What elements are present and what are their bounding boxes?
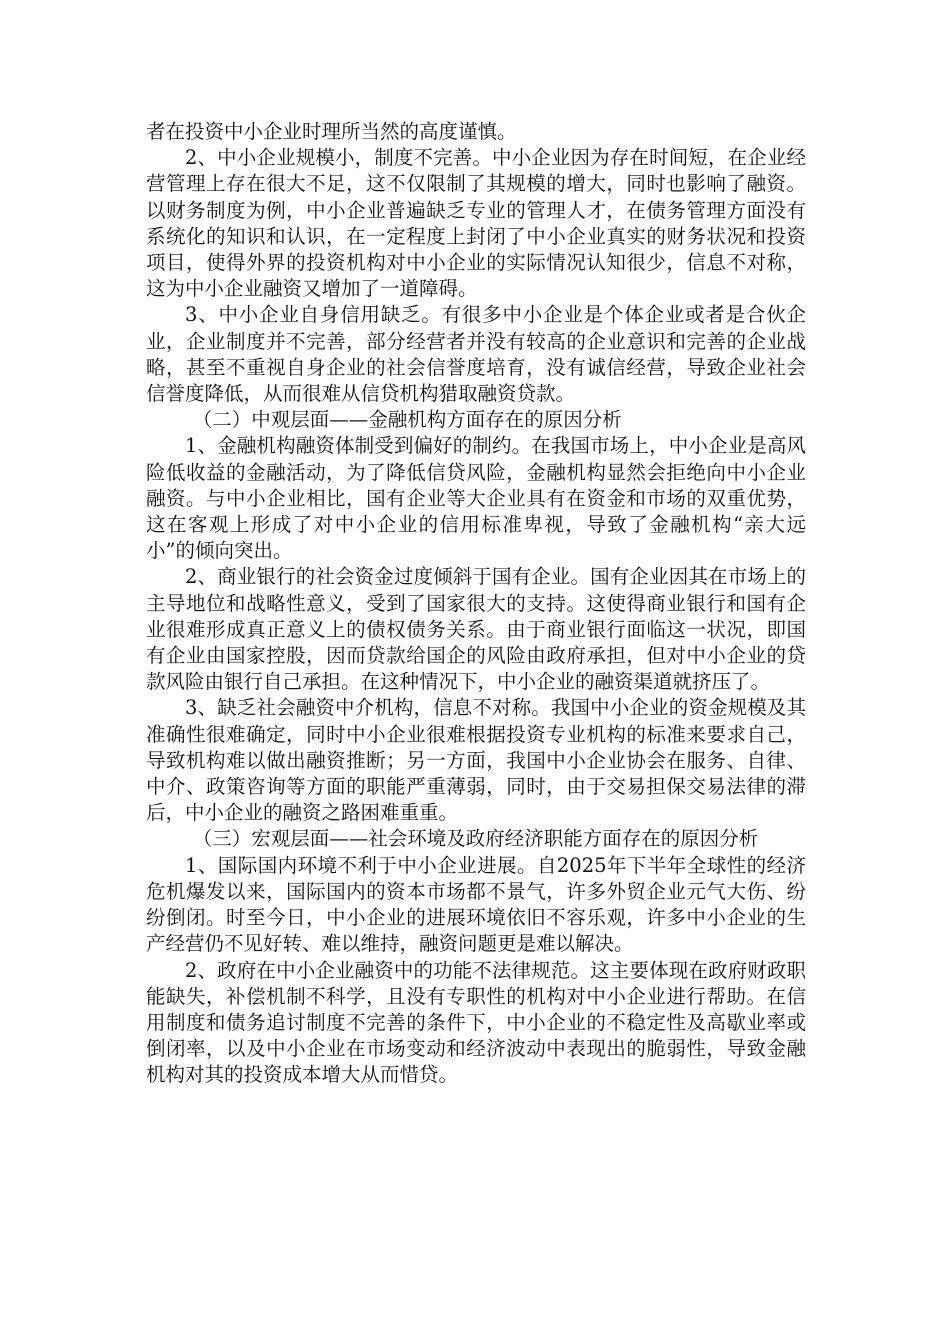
paragraph-intermediaries: 3、缺乏社会融资中介机构，信息不对称。我国中小企业的资金规模及其准确性很难确定，同时中小企业很难根据投资专业机构的标准来要求自己，导致机构难以做出融资推断；另一方面，我国中小企业协会在服务、自律、中介、政策咨询等方面的职能严重薄弱，同时，由于交易担保交易法律的滞后，中小企业的融资之路困难重重。 <box>146 696 806 825</box>
paragraph-continuation: 者在投资中小企业时理所当然的高度谨慎。 <box>146 120 517 143</box>
paragraph-commercial-banks: 2、商业银行的社会资金过度倾斜于国有企业。国有企业因其在市场上的主导地位和战略性意义，受到了国家很大的支持。这使得商业银行和国有企业很难形成真正意义上的债权债务关系。由于商业银行面临这一状况，即国有企业由国家控股，因而贷款给国企的风险由政府承担，但对中小企业的贷款风险由银行自己承担。在这种情况下，中小企业的融资渠道就挤压了。 <box>146 565 806 694</box>
paragraph-government-role: 2、政府在中小企业融资中的功能不法律规范。这主要体现在政府财政职能缺失，补偿机制不科学，且没有专职性的机构对中小企业进行帮助。在信用制度和债务追讨制度不完善的条件下，中小企业的不稳定性及高歇业率或倒闭率，以及中小企业在市场变动和经济波动中表现出的脆弱性，导致金融机构对其的投资成本增大从而惜贷。 <box>146 958 806 1087</box>
paragraph-environment: 1、国际国内环境不利于中小企业进展。自2025年下半年全球性的经济危机爆发以来，国际国内的资本市场都不景气，许多外贸企业元气大伤、纷纷倒闭。时至今日，中小企业的进展环境依旧不容乐观，许多中小企业的生产经营仍不见好转、难以维持，融资问题更是难以解决。 <box>146 853 806 956</box>
section-heading-macro: （三）宏观层面——社会环境及政府经济职能方面存在的原因分析 <box>192 827 759 851</box>
paragraph-enterprise-scale: 2、中小企业规模小，制度不完善。中小企业因为存在时间短，在企业经营管理上存在很大不足，这不仅限制了其规模的增大，同时也影响了融资。以财务制度为例，中小企业普遍缺乏专业的管理人才，在债务管理方面没有系统化的知识和认识，在一定程度上封闭了中小企业真实的财务状况和投资项目，使得外界的投资机构对中小企业的实际情况认知很少，信息不对称，这为中小企业融资又增加了一道障碍。 <box>146 146 806 301</box>
paragraph-financing-system: 1、金融机构融资体制受到偏好的制约。在我国市场上，中小企业是高风险低收益的金融活动，为了降低信贷风险，金融机构显然会拒绝向中小企业融资。与中小企业相比，国有企业等大企业具有在资金和市场的双重优势，这在客观上形成了对中小企业的信用标准卑视，导致了金融机构“亲大远小”的倾向突出。 <box>146 434 806 563</box>
section-heading-meso: （二）中观层面——金融机构方面存在的原因分析 <box>192 408 622 432</box>
paragraph-credit-lack: 3、中小企业自身信用缺乏。有很多中小企业是个体企业或者是合伙企业，企业制度并不完善，部分经营者并没有较高的企业意识和完善的企业战略，甚至不重视自身企业的社会信誉度培育，没有诚信经营，导致企业社会信誉度降低，从而很难从信贷机构猎取融资贷款。 <box>146 303 806 406</box>
document-page <box>146 119 806 1089</box>
